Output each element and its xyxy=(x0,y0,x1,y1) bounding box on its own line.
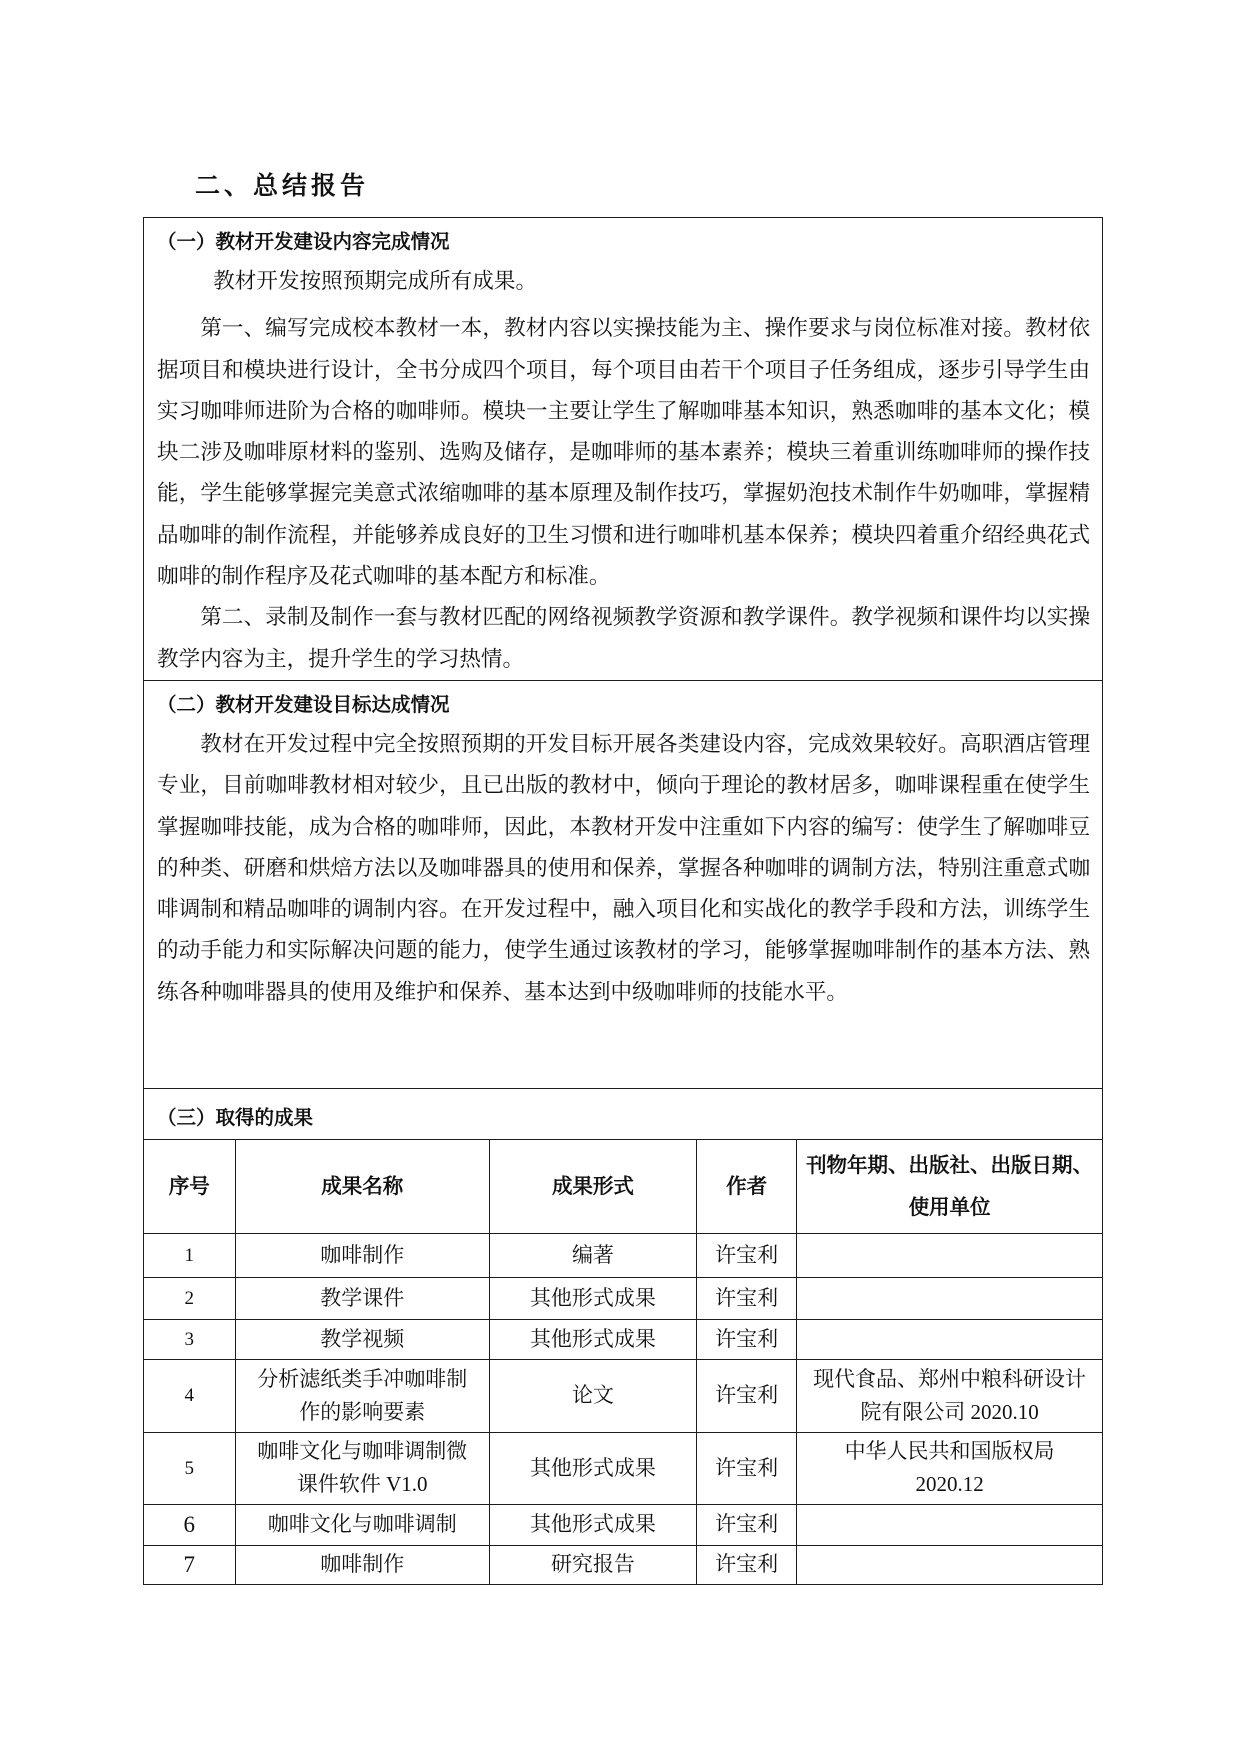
column-header-publication: 刊物年期、出版社、出版日期、使用单位 xyxy=(797,1140,1102,1233)
column-header-index: 序号 xyxy=(144,1140,235,1233)
cell-name: 咖啡文化与咖啡调制微课件软件 V1.0 xyxy=(235,1432,489,1504)
paragraph: 第二、录制及制作一套与教材匹配的网络视频教学资源和教学课件。教学视频和课件均以实操教学内容为主，提升学生的学习热情。 xyxy=(157,605,1091,671)
table-row xyxy=(144,1504,1102,1545)
cell-author: 许宝利 xyxy=(697,1504,797,1545)
cell-index: 6 xyxy=(144,1504,235,1545)
cell-name: 咖啡文化与咖啡调制 xyxy=(235,1504,489,1545)
column-header-name: 成果名称 xyxy=(235,1140,489,1233)
cell-name: 咖啡制作 xyxy=(235,1545,489,1584)
cell-index: 7 xyxy=(144,1545,235,1584)
cell-publication xyxy=(797,1545,1102,1584)
cell-name: 分析滤纸类手冲咖啡制作的影响要素 xyxy=(235,1359,489,1432)
cell-name: 教学视频 xyxy=(235,1319,489,1359)
cell-publication: 现代食品、郑州中粮科研设计院有限公司 2020.10 xyxy=(797,1359,1102,1432)
cell-index: 4 xyxy=(144,1359,235,1432)
column-header-form: 成果形式 xyxy=(489,1140,696,1233)
table-header-row xyxy=(144,1140,1102,1233)
cell-publication xyxy=(797,1504,1102,1545)
paragraph: 教材开发按照预期完成所有成果。 xyxy=(213,269,538,293)
cell-form: 研究报告 xyxy=(489,1545,696,1584)
cell-author: 许宝利 xyxy=(697,1545,797,1584)
table-row xyxy=(144,1277,1102,1319)
section-content-completion xyxy=(144,218,1102,680)
achievements-table xyxy=(144,1140,1102,1584)
cell-form: 编著 xyxy=(489,1233,696,1277)
cell-index: 1 xyxy=(144,1233,235,1277)
table-row xyxy=(144,1233,1102,1277)
cell-author: 许宝利 xyxy=(697,1233,797,1277)
section-heading-row xyxy=(144,1088,1102,1140)
table-row xyxy=(144,1319,1102,1359)
section-heading: （一）教材开发建设内容完成情况 xyxy=(157,230,450,253)
page-title: 二、总结报告 xyxy=(195,171,370,200)
cell-index: 2 xyxy=(144,1277,235,1319)
cell-form: 其他形式成果 xyxy=(489,1319,696,1359)
cell-index: 5 xyxy=(144,1432,235,1504)
cell-form: 其他形式成果 xyxy=(489,1432,696,1504)
cell-form: 其他形式成果 xyxy=(489,1504,696,1545)
paragraph: 第一、编写完成校本教材一本，教材内容以实操技能为主、操作要求与岗位标准对接。教材依据项目和模块进行设计，全书分成四个项目，每个项目由若干个项目子任务组成，逐步引导学生由实习咖啡师进阶为合格的咖啡师。模块一主要让学生了解咖啡基本知识，熟悉咖啡的基本文化；模块二涉及咖啡原材料的鉴别、选购及储存，是咖啡师的基本素养；模块三着重训练咖啡师的操作技能，学生能够掌握完美意式浓缩咖啡的基本原理及制作技巧，掌握奶泡技术制作牛奶咖啡，掌握精品咖啡的制作流程，并能够养成良好的卫生习惯和进行咖啡机基本保养；模块四着重介绍经典花式咖啡的制作程序及花式咖啡的基本配方和标准。 xyxy=(157,316,1091,589)
table-row xyxy=(144,1545,1102,1584)
cell-publication xyxy=(797,1233,1102,1277)
cell-publication xyxy=(797,1277,1102,1319)
cell-name: 咖啡制作 xyxy=(235,1233,489,1277)
paragraph: 教材在开发过程中完全按照预期的开发目标开展各类建设内容，完成效果较好。高职酒店管理专业，目前咖啡教材相对较少，且已出版的教材中，倾向于理论的教材居多，咖啡课程重在使学生掌握咖啡技能，成为合格的咖啡师，因此，本教材开发中注重如下内容的编写：使学生了解咖啡豆的种类、研磨和烘焙方法以及咖啡器具的使用和保养，掌握各种咖啡的调制方法，特别注重意式咖啡调制和精品咖啡的调制内容。在开发过程中，融入项目化和实战化的教学手段和方法，训练学生的动手能力和实际解决问题的能力，使学生通过该教材的学习，能够掌握咖啡制作的基本方法、熟练各种咖啡器具的使用及维护和保养、基本达到中级咖啡师的技能水平。 xyxy=(157,732,1091,1004)
cell-publication: 中华人民共和国版权局 2020.12 xyxy=(797,1432,1102,1504)
table-row xyxy=(144,1432,1102,1504)
cell-author: 许宝利 xyxy=(697,1359,797,1432)
cell-publication xyxy=(797,1319,1102,1359)
column-header-author: 作者 xyxy=(697,1140,797,1233)
section-heading: （三）取得的成果 xyxy=(157,1106,314,1129)
cell-name: 教学课件 xyxy=(235,1277,489,1319)
cell-index: 3 xyxy=(144,1319,235,1359)
section-goal-achievement xyxy=(144,680,1102,1088)
cell-author: 许宝利 xyxy=(697,1277,797,1319)
table-row xyxy=(144,1359,1102,1432)
cell-author: 许宝利 xyxy=(697,1432,797,1504)
report-box xyxy=(143,217,1103,1585)
cell-form: 其他形式成果 xyxy=(489,1277,696,1319)
cell-form: 论文 xyxy=(489,1359,696,1432)
section-heading: （二）教材开发建设目标达成情况 xyxy=(157,693,450,716)
section-achievements xyxy=(144,1088,1102,1584)
cell-author: 许宝利 xyxy=(697,1319,797,1359)
